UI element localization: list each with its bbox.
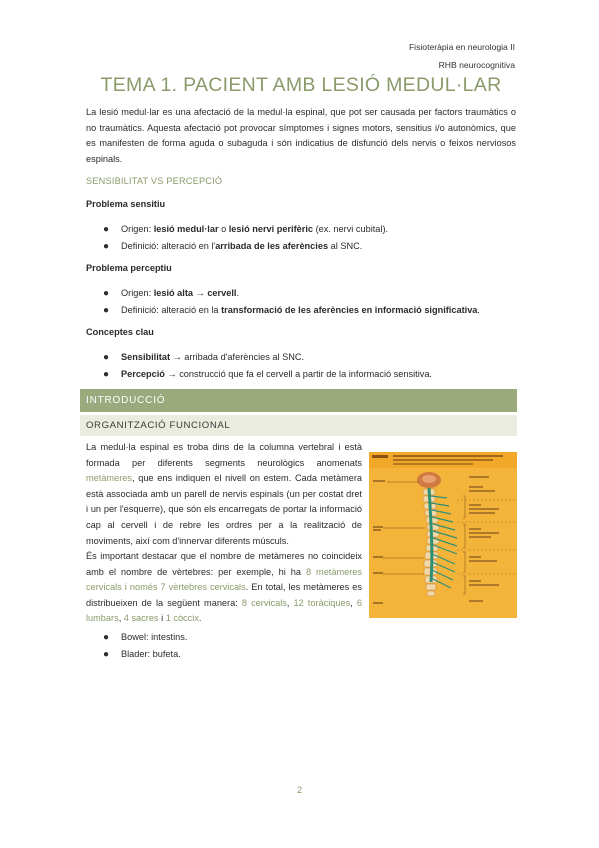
header-subtitle: RHB neurocognitiva — [438, 60, 515, 70]
spinal-cord-figure — [369, 452, 517, 618]
bullet-icon: ● — [103, 369, 110, 380]
bullet-icon: ● — [103, 305, 110, 316]
organitzacio-paragraph-1: La medul·la espinal es troba dins de la columna vertebral i està formada per diferents segments neurològics anomenats metàmeres, que ens indiquen el nivell on estem. Cada metàmera està associada amb un parell de nervis espinals (un per costat dret i un per l'esquerre), que són els encarregats de portar la informació cap al cervell i de rebre les ordres per a la realització de moviments, així com d'innervar diferents músculs. — [86, 442, 362, 546]
list-item: ● Bowel: intestins. — [103, 632, 188, 643]
subsection-band-organitzacio: ORGANITZACIÓ FUNCIONAL — [80, 415, 517, 436]
conceptes-clau-list — [86, 350, 432, 384]
problema-sensitiu-heading: Problema sensitiu — [86, 199, 166, 209]
bullet-icon: ● — [103, 241, 110, 252]
list-item: ● Definició: alteració en l'arribada de les aferències al SNC. — [103, 241, 363, 252]
bullet-icon: ● — [103, 224, 110, 235]
list-item: ● Percepció → construcció que fa el cervell a partir de la informació sensitiva. — [103, 369, 432, 380]
list-item: ● Origen: lesió alta → cervell. — [103, 288, 239, 299]
bullet-icon: ● — [103, 352, 110, 363]
intro-paragraph: La lesió medul·lar es una afectació de la medul·la espinal, que pot ser causada per factors traumàtics o no traumàtics. Aquesta afectació pot provocar símptomes i signes motors, sensitius i/o autonòmics, que es manifesten de forma aguda o subaguda i són indicatius de disfunció dels nervis o feixos nerviosos espinals. — [86, 107, 516, 164]
spinal-cord-illustration — [369, 452, 517, 618]
section-sensibilitat-percepcio: SENSIBILITAT VS PERCEPCIÓ — [86, 176, 223, 186]
list-item: ● Blader: bufeta. — [103, 649, 181, 660]
conceptes-clau-heading: Conceptes clau — [86, 327, 154, 337]
page-title: TEMA 1. PACIENT AMB LESIÓ MEDUL·LAR — [100, 74, 502, 96]
bullet-icon: ● — [103, 288, 110, 299]
organitzacio-bullets — [86, 630, 187, 664]
problema-perceptiu-list — [86, 286, 480, 320]
problema-perceptiu-heading: Problema perceptiu — [86, 263, 172, 273]
header-subject: Fisioteràpia en neurologia II — [408, 42, 515, 52]
organitzacio-paragraph-2: És important destacar que el nombre de metàmeres no coincideix amb el nombre de vèrtebres: per exemple, hi ha 8 metàmeres cervicals i només 7 vèrtebres cervicals. En total, les metàmeres es distribueixen de la següent manera: 8 cervicals, 12 toràciques, 6 lumbars, 4 sacres i 1 còccix. — [86, 551, 363, 624]
list-item: ● Sensibilitat → arribada d'aferències al SNC. — [103, 352, 305, 363]
list-item: ● Origen: lesió medul·lar o lesió nervi perifèric (ex. nervi cubital). — [103, 224, 389, 235]
list-item: ● Definició: alteració en la transformació de les aferències en informació significativa. — [103, 305, 480, 316]
section-band-introduccio: INTRODUCCIÓ — [80, 389, 517, 412]
bullet-icon: ● — [103, 632, 110, 643]
bullet-icon: ● — [103, 649, 110, 660]
problema-sensitiu-list — [86, 222, 388, 256]
page-number: 2 — [296, 785, 302, 795]
